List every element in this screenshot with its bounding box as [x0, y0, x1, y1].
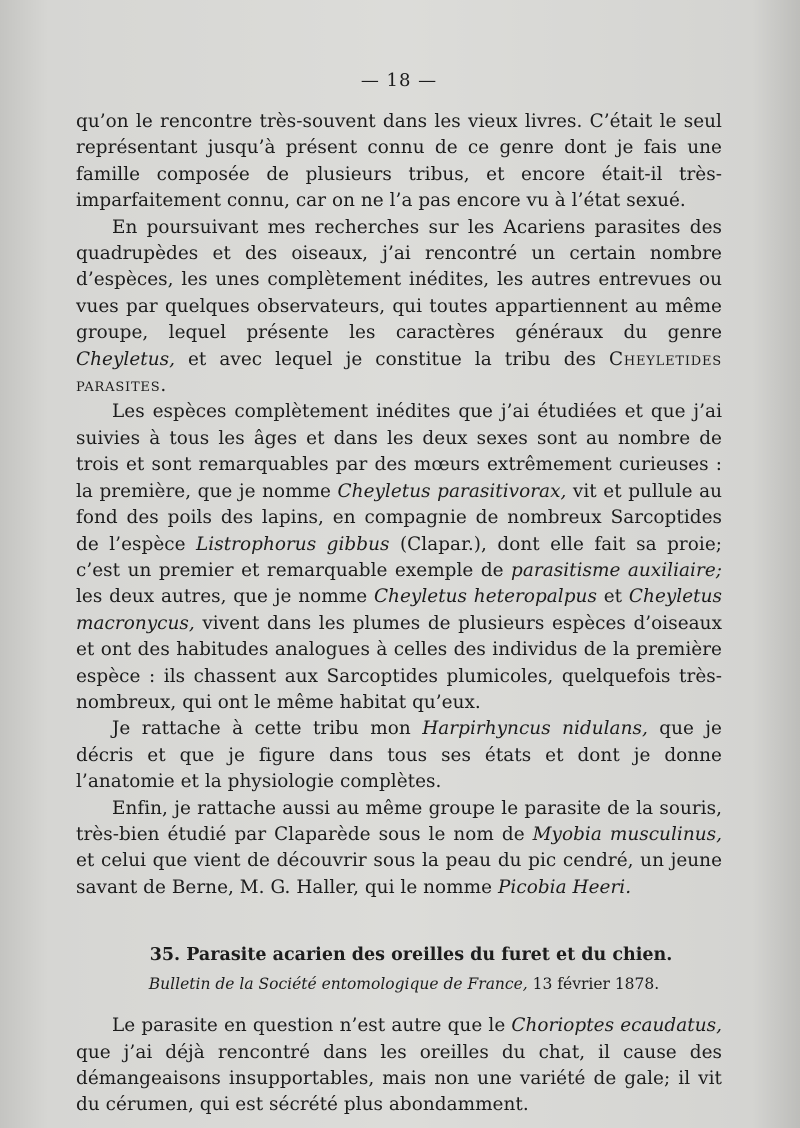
term-emphasis: parasitisme auxiliaire;: [511, 559, 722, 581]
paragraph-2-text-b: et avec lequel je constitue la tribu des: [174, 348, 609, 370]
paragraph-3-text-c: (Clapar.), dont elle fait sa proie; c’est un premier et remarquable exemple de: [76, 533, 722, 581]
citation-date: 13 février 1878.: [527, 975, 660, 994]
paragraph-5-text-b: et celui que vient de découvrir sous la peau du pic cendré, un jeune savant de Berne, M. G. Haller, qui le nomme: [76, 850, 722, 898]
paragraph-3-text-f: vivent dans les plumes de plusieurs espèces d’oiseaux et ont des habitudes analogues à celles des individus de la première espèce : ils chassent aux Sarcoptides plumicoles, quelquefois très-nombreux, qui ont le même habitat qu’eux.: [76, 612, 722, 713]
citation-journal: Bulletin de la Société entomologique de France,: [148, 975, 528, 994]
species-name: Picobia Heeri.: [498, 876, 632, 898]
genus-name: Cheyletus,: [76, 348, 175, 370]
paragraph-3-text-b: vit et pullule au fond des poils des lapins, en compagnie de nombreux Sarcoptides de l’espèce: [76, 480, 722, 555]
species-name: Myobia musculinus,: [532, 823, 722, 845]
species-name: Cheyletus parasitivorax,: [337, 480, 567, 502]
section-heading: 35. Parasite acarien des oreilles du furet et du chien.: [149, 945, 673, 966]
species-name: Harpirhyncus nidulans,: [422, 718, 648, 740]
paragraph-3: [76, 399, 722, 716]
section-spacer: [76, 901, 722, 945]
citation: [86, 975, 722, 993]
body-text: [76, 109, 722, 901]
paragraph-1-text: qu’on le rencontre très-souvent dans les vieux livres. C’était le seul représentant jusqu’à présent connu de ce genre dont je fais une famille composée de plusieurs tribus, et encore était-il très-imparfaitement connu, car on ne l’a pas encore vu à l’état sexué.: [76, 111, 722, 212]
paragraph-6: [76, 1013, 722, 1119]
paragraph-5-text-a: Enfin, je rattache aussi au même groupe le parasite de la souris, très-bien étudié par Claparède sous le nom de: [76, 797, 722, 845]
species-name: Cheyletus heteropalpus: [373, 586, 597, 608]
paragraph-6-text-a: Le parasite en question n’est autre que le: [112, 1015, 512, 1037]
paragraph-2-text-a: En poursuivant mes recherches sur les Acariens parasites des quadrupèdes et des oiseaux, j’ai rencontré un certain nombre d’espèces, les unes complètement inédites, les autres entrevues ou vues par quelques observateurs, qui toutes appartiennent au même groupe, lequel présente les caractères généraux du genre: [76, 216, 722, 344]
paragraph-3-text-e: et: [596, 586, 629, 608]
page-number: — 18 —: [360, 70, 438, 91]
paragraph-4-text-a: Je rattache à cette tribu mon: [112, 718, 423, 740]
species-name: Cheyletus macronycus,: [76, 586, 722, 634]
paragraph-1: [76, 109, 722, 215]
paragraph-3-text-a: Les espèces complètement inédites que j’ai étudiées et que j’ai suivies à tous les âges et dans les deux sexes sont au nombre de trois et sont remarquables par des mœurs extrêmement curieuses : la première, que je nomme: [76, 401, 722, 502]
paragraph-6-text-b: que j’ai déjà rencontré dans les oreilles du chat, il cause des démangeaisons insupportables, mais non une variété de gale; il vit du cérumen, qui est sécrété plus abondamment.: [76, 1041, 722, 1116]
paragraph-3-text-d: les deux autres, que je nomme: [76, 586, 374, 608]
species-name: Listrophorus gibbus: [196, 533, 390, 555]
paragraph-4-text-b: que je décris et que je figure dans tous ses états et dont je donne l’anatomie et la physiologie complètes.: [76, 718, 722, 793]
section-body: [76, 1013, 722, 1119]
species-name: Chorioptes ecaudatus,: [511, 1015, 722, 1037]
tribe-name: Cheyletides parasites.: [76, 348, 722, 397]
paragraph-4: [76, 716, 722, 795]
paragraph-5: [76, 796, 722, 902]
paragraph-2: [76, 215, 722, 400]
